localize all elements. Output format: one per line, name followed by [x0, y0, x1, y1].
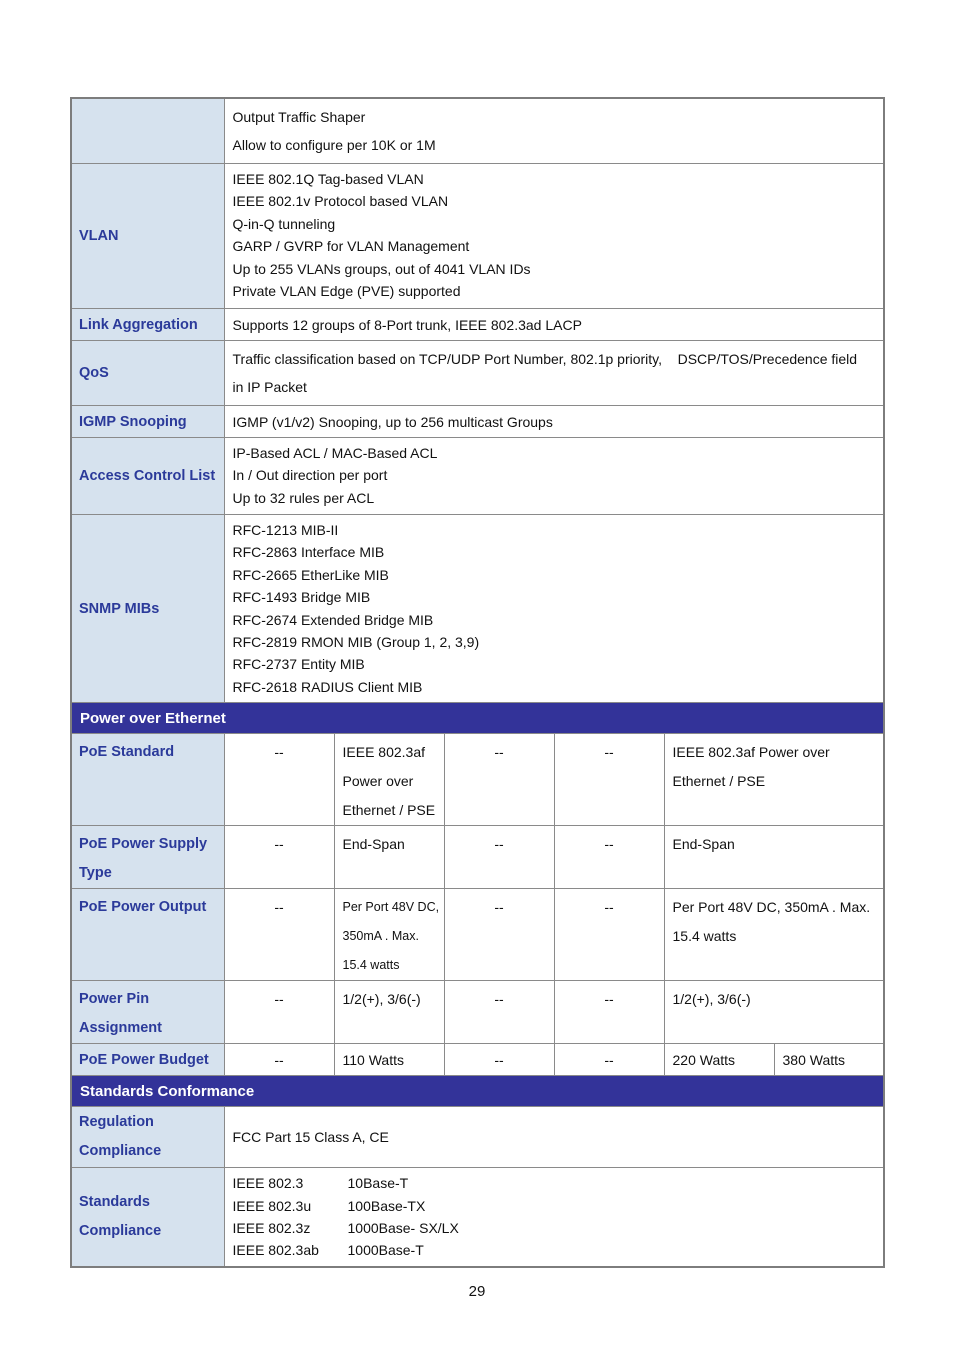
cell-text: Per Port 48V DC, 350mA . Max.: [672, 899, 871, 916]
poe-cell: [664, 734, 884, 826]
spec-line: in IP Packet: [232, 379, 307, 395]
label-text: Compliance: [79, 1143, 162, 1160]
cell-text: --: [494, 744, 504, 761]
spec-value-qos: [224, 341, 884, 406]
poe-row-standard: [71, 734, 884, 826]
poe-cell: [554, 734, 664, 826]
cell-text: Ethernet / PSE: [342, 802, 436, 819]
std-value-regulation: FCC Part 15 Class A, CE: [224, 1107, 884, 1168]
label-text: PoE Power Supply: [79, 836, 208, 853]
poe-label-budget: PoE Power Budget: [71, 1044, 224, 1076]
spec-value-traffic-shaper: [224, 98, 884, 164]
spec-line: In / Out direction per port: [232, 467, 388, 484]
spec-value-link-aggregation: Supports 12 groups of 8-Port trunk, IEEE 802.3ad LACP: [224, 309, 884, 341]
poe-cell: [664, 826, 884, 889]
cell-text: --: [274, 899, 284, 916]
section-header-standards: [71, 1076, 884, 1107]
spec-line: RFC-2665 EtherLike MIB: [232, 566, 389, 583]
poe-cell: [334, 889, 444, 981]
spec-label-vlan: VLAN: [71, 164, 224, 309]
spec-row-link-aggregation: [71, 309, 884, 341]
spec-value-snmp: [224, 515, 884, 703]
cell-text: --: [274, 836, 284, 853]
section-title: Standards Conformance: [71, 1076, 884, 1107]
poe-label-supply-type: [71, 826, 224, 889]
poe-cell: [444, 734, 554, 826]
cell-text: --: [604, 991, 614, 1008]
poe-cell: [334, 826, 444, 889]
label-text: PoE Standard: [79, 744, 175, 761]
poe-cell: [444, 826, 554, 889]
poe-cell: [224, 981, 334, 1044]
spec-line: Private VLAN Edge (PVE) supported: [232, 283, 461, 300]
poe-row-budget: [71, 1044, 884, 1076]
spec-row-acl: [71, 438, 884, 515]
spec-row-snmp: [71, 515, 884, 703]
list-item: IEEE 802.3 10Base-T: [232, 1175, 409, 1192]
spec-value-vlan: [224, 164, 884, 309]
spec-label-link-aggregation: Link Aggregation: [71, 309, 224, 341]
poe-label-power-pin: [71, 981, 224, 1044]
label-text: Assignment: [79, 1020, 162, 1037]
spec-row-traffic-shaper: [71, 98, 884, 164]
cell-text: End-Span: [342, 836, 405, 853]
poe-cell: [664, 889, 884, 981]
poe-cell: 220 Watts: [664, 1044, 774, 1076]
cell-text: --: [604, 899, 614, 916]
cell-text: End-Span: [672, 836, 735, 853]
spec-line: RFC-1493 Bridge MIB: [232, 589, 371, 606]
std-label-compliance: [71, 1168, 224, 1267]
poe-label-standard: [71, 734, 224, 826]
std-value-compliance: [224, 1168, 884, 1267]
label-text: Regulation: [79, 1114, 154, 1131]
poe-cell: [224, 889, 334, 981]
cell-text: 1/2(+), 3/6(-): [672, 991, 751, 1008]
poe-cell: --: [554, 1044, 664, 1076]
spec-label-empty: [71, 98, 224, 164]
cell-text: --: [604, 836, 614, 853]
spec-line: Traffic classification based on TCP/UDP Port Number, 802.1p priority, DSCP/TOS/Precedence field: [232, 351, 858, 367]
cell-text: --: [274, 744, 284, 761]
poe-cell: [444, 889, 554, 981]
poe-label-output: [71, 889, 224, 981]
poe-row-supply-type: [71, 826, 884, 889]
cell-text: Power over: [342, 773, 414, 790]
cell-text: IEEE 802.3af Power over: [672, 744, 830, 761]
specification-table: [70, 97, 885, 1268]
list-item: IEEE 802.3u 100Base-TX: [232, 1197, 426, 1214]
spec-line: IEEE 802.1Q Tag-based VLAN: [232, 171, 424, 187]
poe-cell: --: [224, 1044, 334, 1076]
poe-cell: [224, 826, 334, 889]
cell-text: Per Port 48V DC,: [342, 900, 440, 915]
cell-text: --: [494, 991, 504, 1008]
std-row-regulation: [71, 1107, 884, 1168]
poe-cell: [224, 734, 334, 826]
cell-text: --: [494, 836, 504, 853]
spec-label-igmp: IGMP Snooping: [71, 406, 224, 438]
label-text: PoE Power Output: [79, 899, 207, 916]
cell-text: --: [604, 744, 614, 761]
poe-cell: [554, 826, 664, 889]
spec-label-qos: QoS: [71, 341, 224, 406]
spec-line: IP-Based ACL / MAC-Based ACL: [232, 445, 438, 461]
std-row-compliance: [71, 1168, 884, 1267]
section-header-poe: [71, 703, 884, 734]
list-item: IEEE 802.3ab 1000Base-T: [232, 1242, 424, 1259]
spec-line: RFC-2618 RADIUS Client MIB: [232, 678, 423, 695]
spec-row-vlan: [71, 164, 884, 309]
spec-label-acl: Access Control List: [71, 438, 224, 515]
cell-text: 1/2(+), 3/6(-): [342, 991, 421, 1008]
poe-cell: 380 Watts: [774, 1044, 884, 1076]
cell-text: --: [274, 991, 284, 1008]
spec-line: Q-in-Q tunneling: [232, 215, 336, 232]
spec-value-igmp: IGMP (v1/v2) Snooping, up to 256 multicast Groups: [224, 406, 884, 438]
spec-row-qos: [71, 341, 884, 406]
spec-line: Up to 32 rules per ACL: [232, 489, 375, 506]
section-title: Power over Ethernet: [71, 703, 884, 734]
spec-row-igmp: [71, 406, 884, 438]
spec-line: Up to 255 VLANs groups, out of 4041 VLAN IDs: [232, 260, 531, 277]
list-item: IEEE 802.3z 1000Base- SX/LX: [232, 1220, 459, 1237]
poe-cell: [554, 889, 664, 981]
poe-cell: [554, 981, 664, 1044]
std-label-regulation: [71, 1107, 224, 1168]
spec-line: RFC-2863 Interface MIB: [232, 544, 385, 561]
spec-line: GARP / GVRP for VLAN Management: [232, 238, 470, 255]
poe-cell: [334, 734, 444, 826]
cell-text: 15.4 watts: [672, 928, 737, 945]
cell-text: IEEE 802.3af: [342, 744, 426, 761]
label-text: Power Pin: [79, 991, 150, 1008]
cell-text: Ethernet / PSE: [672, 773, 766, 790]
label-text: Compliance: [79, 1223, 162, 1240]
spec-line: Output Traffic Shaper: [232, 109, 366, 125]
poe-cell: [444, 981, 554, 1044]
spec-line: RFC-2674 Extended Bridge MIB: [232, 611, 434, 628]
page-number: 29: [468, 1283, 486, 1300]
spec-line: Allow to configure per 10K or 1M: [232, 137, 436, 153]
poe-cell: [334, 981, 444, 1044]
spec-value-acl: [224, 438, 884, 515]
poe-row-power-pin: [71, 981, 884, 1044]
poe-row-output: [71, 889, 884, 981]
spec-line: IEEE 802.1v Protocol based VLAN: [232, 193, 449, 210]
spec-label-snmp: SNMP MIBs: [71, 515, 224, 703]
poe-cell: --: [444, 1044, 554, 1076]
cell-text: 350mA . Max.: [342, 929, 419, 944]
cell-text: --: [494, 899, 504, 916]
spec-line: RFC-2819 RMON MIB (Group 1, 2, 3,9): [232, 634, 480, 651]
spec-line: RFC-2737 Entity MIB: [232, 656, 365, 673]
cell-text: 15.4 watts: [342, 958, 400, 973]
spec-line: RFC-1213 MIB-II: [232, 522, 339, 538]
poe-cell: 110 Watts: [334, 1044, 444, 1076]
label-text: Type: [79, 865, 112, 882]
label-text: Standards: [79, 1194, 150, 1211]
poe-cell: [664, 981, 884, 1044]
